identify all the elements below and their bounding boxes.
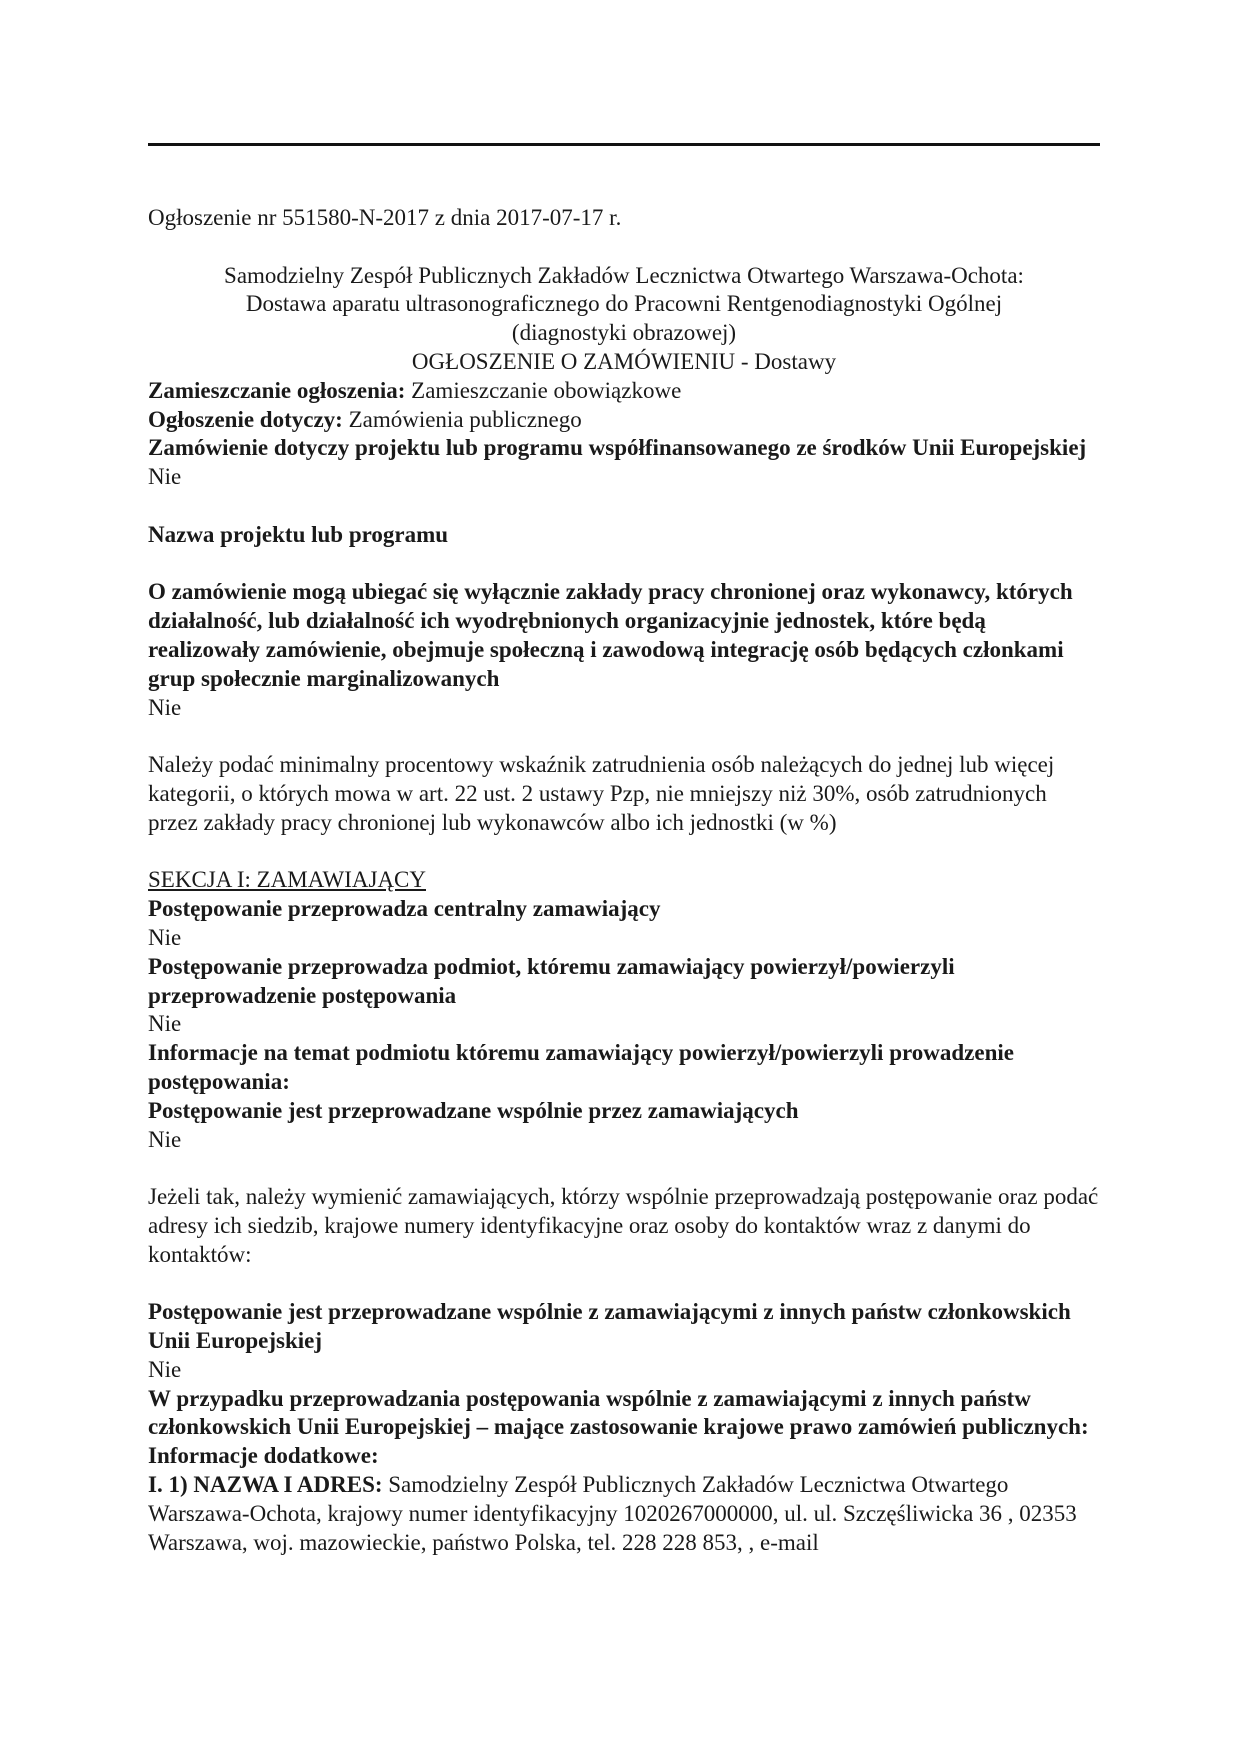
spacer [148,1154,1100,1183]
project-name-label: Nazwa projektu lub programu [148,521,449,547]
announcement-number: Ogłoszenie nr 551580-N-2017 z dnia 2017-07-17 r. [148,205,622,230]
document-body [148,204,1100,1557]
header-line-4: OGŁOSZENIE O ZAMÓWIENIU - Dostawy [411,348,837,374]
concerns-label: Ogłoszenie dotyczy: [148,406,343,432]
header-line-3: (diagnostyki obrazowej) [511,320,737,346]
concerns-row [148,406,1100,435]
eu-law-question: W przypadku przeprowadzania postępowania wspólnie z zamawiającymi z innych państw członkowskich Unii Europejskiej – mające zastosowanie krajowe prawo zamówień publicznych: [148,1385,1089,1440]
spacer [148,233,1100,262]
entrusted-question: Postępowanie przeprowadza podmiot, któremu zamawiający powierzył/powierzyli przeprowadzenie postępowania [148,953,955,1008]
sheltered-question: O zamówienie mogą ubiegać się wyłącznie zakłady pracy chronionej oraz wykonawcy, których działalność, lub działalność ich wyodrębnionych organizacyjnie jednostek, które będą realizowały zamówienie, obejmuje społeczną i zawodową integrację osób będących członkami grup społecznie marginalizowanych [148,579,1073,691]
name-address-label: I. 1) NAZWA I ADRES: [148,1472,383,1498]
employment-note: Należy podać minimalny procentowy wskaźnik zatrudnienia osób należących do jednej lub więcej kategorii, o których mowa w art. 22 ust. 2 ustawy Pzp, nie mniejszy niż 30%, osób zatrudnionych przez zakłady pracy chronionej lub wykonawców albo ich jednostki (w %) [148,752,1055,835]
joint-note: Jeżeli tak, należy wymienić zamawiających, którzy wspólnie przeprowadzają postępowanie oraz podać adresy ich siedzib, krajowe numery identyfikacyjne oraz osoby do kontaktów wraz z danymi do kontaktów: [148,1184,1099,1267]
entity-info-label: Informacje na temat podmiotu któremu zamawiający powierzył/powierzyli prowadzenie postępowania: [148,1040,1014,1094]
section-1-title: SEKCJA I: ZAMAWIAJĄCY [148,867,426,893]
sheltered-answer: Nie [148,694,182,720]
eu-joint-question: Postępowanie jest przeprowadzane wspólnie z zamawiającymi z innych państw członkowskich Unii Europejskiej [148,1299,1071,1354]
joint-question: Postępowanie jest przeprowadzane wspólnie przez zamawiających [148,1097,799,1123]
header-line-2: Dostawa aparatu ultrasonograficznego do Pracowni Rentgenodiagnostyki Ogólnej [245,291,1003,317]
placement-row [148,377,1100,406]
name-address-value: Samodzielny Zespół Publicznych Zakładów Lecznictwa Otwartego Warszawa-Ochota, krajowy numer identyfikacyjny 1020267000000, ul. ul. Szczęśliwicka 36 , 02353 Warszawa, woj. mazowieckie, państwo Polska, tel. 228 228 853, , e-mail [148,1472,1077,1555]
spacer [148,550,1100,579]
spacer [148,492,1100,521]
name-address-row [148,1471,1100,1557]
spacer [148,722,1100,751]
entrusted-answer: Nie [148,1011,182,1037]
spacer [148,1269,1100,1298]
concerns-value: Zamówienia publicznego [342,406,582,432]
central-question: Postępowanie przeprowadza centralny zamawiający [148,896,661,922]
joint-answer: Nie [148,1126,182,1152]
top-rule [148,143,1100,146]
eu-joint-answer: Nie [148,1356,182,1382]
additional-info-label: Informacje dodatkowe: [148,1443,379,1469]
placement-label: Zamieszczanie ogłoszenia: [148,377,406,403]
eu-project-answer: Nie [148,464,182,490]
spacer [148,838,1100,867]
notice-header [148,262,1100,377]
placement-value: Zamieszczanie obowiązkowe [405,377,682,403]
header-line-1: Samodzielny Zespół Publicznych Zakładów Lecznictwa Otwartego Warszawa-Ochota: [224,262,1024,288]
eu-project-question: Zamówienie dotyczy projektu lub programu współfinansowanego ze środków Unii Europejskiej [148,435,1087,461]
central-answer: Nie [148,924,182,950]
